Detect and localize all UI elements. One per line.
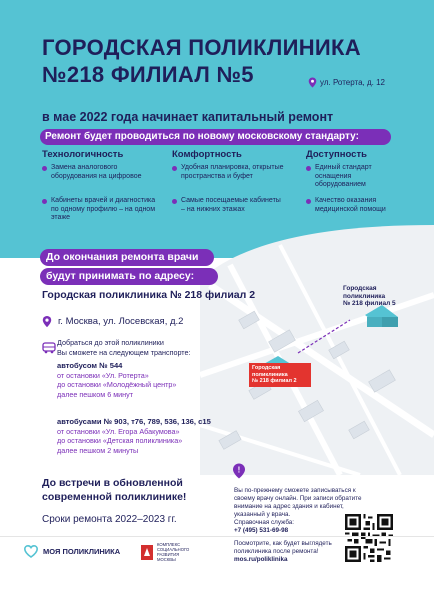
- closing-message: До встречи в обновленной современной поликлинике!: [42, 477, 187, 503]
- temporary-branch-name: Городская поликлиника № 218 филиал 2: [42, 289, 256, 301]
- map-label-temp: Городская поликлиника № 218 филиал 2: [249, 363, 311, 387]
- bullet-icon: [306, 166, 311, 171]
- bullet-icon: [42, 166, 47, 171]
- title-line-2: №218 ФИЛИАЛ №5: [42, 62, 254, 87]
- bullet-icon: [42, 199, 47, 204]
- qr-note: Посмотрите, как будет выглядеть поликлиника после ремонта! mos.ru/poliklinika: [234, 540, 339, 564]
- column-heading-tech: Технологичность: [42, 149, 124, 160]
- site-link[interactable]: mos.ru/poliklinika: [234, 556, 288, 563]
- transport-intro: Добраться до этой поликлиники Вы сможете на следующем транспорте:: [57, 338, 191, 357]
- bullet-icon: [306, 199, 311, 204]
- bus-icon: [42, 341, 58, 353]
- column-heading-comfort: Комфортность: [172, 149, 242, 160]
- current-address-text: ул. Ротерта, д. 12: [320, 78, 385, 87]
- list-item: Качество оказания медицинской помощи: [306, 197, 398, 214]
- dept-logo: [141, 542, 197, 562]
- location-pin-icon: [42, 315, 52, 328]
- column-heading-access: Доступность: [306, 149, 367, 160]
- qr-code[interactable]: [345, 514, 393, 562]
- footer-divider: [0, 536, 434, 537]
- location-pin-icon: [308, 77, 317, 88]
- online-booking-note: Вы по-прежнему сможете записываться к своему врачу онлайн. При записи обратите внимание на адрес здания и кабинет, указанный у врача.: [234, 487, 362, 518]
- bullet-icon: [172, 166, 177, 171]
- bus-route-1: автобусом № 544 от остановки «Ул. Ротерта» до остановки «Молодёжный центр» далее пешком 6 минут: [57, 361, 177, 399]
- svg-text:!: !: [237, 465, 241, 475]
- moscow-emblem-icon: [141, 545, 153, 560]
- temporary-banner-line-1: До окончания ремонта врачи: [40, 249, 214, 266]
- list-item: Кабинеты врачей и диагностика по одному профилю – на одном этаже: [42, 197, 160, 223]
- title-line-1: ГОРОДСКАЯ ПОЛИКЛИНИКА: [42, 35, 361, 60]
- current-address: [308, 77, 385, 88]
- bus-route-2: автобусами № 903, т76, 789, 536, 136, с15 от остановки «Ул. Егора Абакумова» до остановки «Детская поликлиника» далее пешком 2 минуты: [57, 417, 211, 455]
- support-phone-link[interactable]: +7 (495) 531-69-98: [234, 527, 289, 534]
- temporary-address-text: г. Москва, ул. Лосевская, д.2: [58, 316, 184, 327]
- temporary-banner-line-2: будут принимать по адресу:: [40, 268, 218, 285]
- renovation-period: Сроки ремонта 2022–2023 гг.: [42, 514, 177, 525]
- brand-logo: [24, 545, 120, 558]
- temporary-address: [42, 315, 183, 328]
- renovation-start-heading: в мае 2022 года начинает капитальный ремонт: [42, 110, 334, 124]
- bullet-icon: [172, 199, 177, 204]
- standard-banner: Ремонт будет проводиться по новому московскому стандарту:: [40, 129, 391, 145]
- brand-name: МОЯ ПОЛИКЛИНИКА: [43, 547, 121, 556]
- dept-name: КОМПЛЕКС СОЦИАЛЬНОГО РАЗВИТИЯ МОСКВЫ: [157, 542, 190, 562]
- support-info: Справочная служба: +7 (495) 531-69-98: [234, 519, 295, 534]
- heart-icon: [24, 545, 38, 558]
- notice-pin-icon: [232, 463, 246, 479]
- list-item: Замена аналогового оборудования на цифровое: [42, 164, 154, 181]
- list-item: Самые посещаемые кабинеты – на нижних этажах: [172, 197, 284, 214]
- list-item: Удобная планировка, открытые пространства и буфет: [172, 164, 284, 181]
- map-label-current: Городская поликлиника № 218 филиал 5: [343, 285, 396, 307]
- list-item: Единый стандарт оснащения оборудованием: [306, 164, 398, 190]
